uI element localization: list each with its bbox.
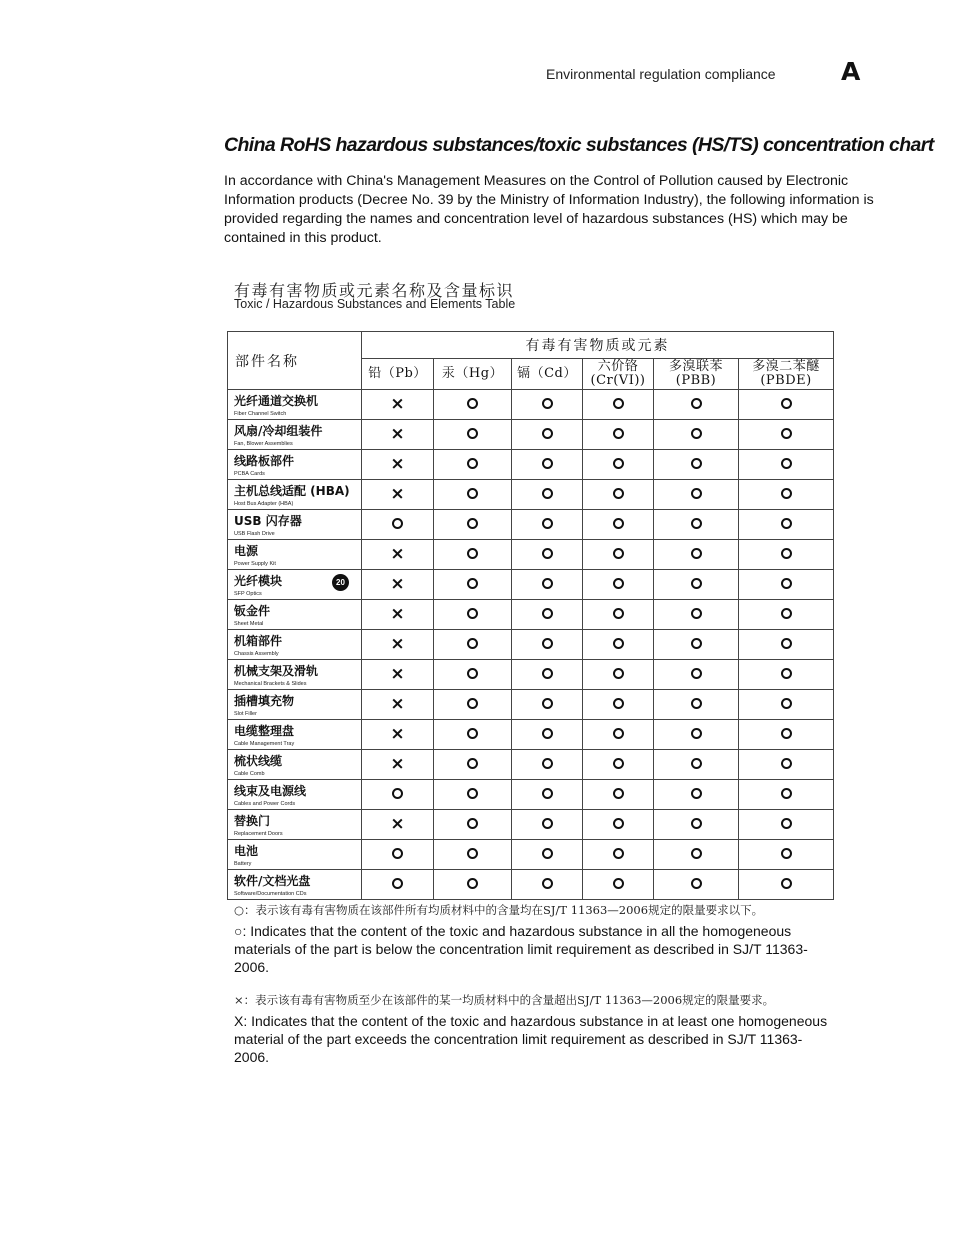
table-row xyxy=(228,720,834,750)
part-name-cell xyxy=(228,870,362,900)
part-name-en: PCBA Cards xyxy=(234,471,265,477)
circle-mark-icon xyxy=(392,788,403,799)
substance-mark-cell xyxy=(434,480,512,510)
circle-mark-icon xyxy=(392,848,403,859)
rohs-table xyxy=(227,331,834,900)
substance-mark-cell xyxy=(739,780,834,810)
cross-mark-icon: × xyxy=(390,664,405,684)
part-name-zh: 软件/文档光盘 xyxy=(234,874,311,888)
circle-mark-icon xyxy=(781,668,792,679)
cross-mark-icon: × xyxy=(390,754,405,774)
circle-mark-icon xyxy=(542,878,553,889)
circle-mark-icon xyxy=(542,728,553,739)
substance-mark-cell xyxy=(362,780,434,810)
substance-mark-cell xyxy=(583,660,654,690)
cross-note-zh: ×：表示该有毒有害物质至少在该部件的某一均质材料中的含量超出SJ/T 11363—2006规定的限量要求。 xyxy=(234,993,775,1007)
circle-mark-icon xyxy=(781,458,792,469)
circle-mark-icon xyxy=(691,578,702,589)
circle-mark-icon xyxy=(691,548,702,559)
substance-mark-cell xyxy=(654,630,739,660)
part-name-zh: 电池 xyxy=(234,844,259,858)
circle-mark-icon xyxy=(467,638,478,649)
substance-column-header: 汞（Hg） xyxy=(434,359,512,390)
circle-mark-icon xyxy=(613,578,624,589)
table-row xyxy=(228,660,834,690)
substance-mark-cell xyxy=(583,780,654,810)
substance-mark-cell xyxy=(739,630,834,660)
circle-mark-icon xyxy=(467,428,478,439)
circle-mark-icon xyxy=(392,518,403,529)
substance-mark-cell xyxy=(362,660,434,690)
part-name-zh: 插槽填充物 xyxy=(234,694,295,708)
part-name-cell xyxy=(228,390,362,420)
circle-mark-icon xyxy=(613,458,624,469)
circle-mark-icon xyxy=(542,788,553,799)
part-name-cell xyxy=(228,540,362,570)
substance-mark-cell xyxy=(583,630,654,660)
substance-mark-cell xyxy=(739,390,834,420)
substance-mark-cell xyxy=(654,600,739,630)
circle-mark-icon xyxy=(542,758,553,769)
circle-mark-icon xyxy=(781,878,792,889)
cross-mark-icon: × xyxy=(390,604,405,624)
substance-mark-cell xyxy=(512,420,583,450)
part-name-cell xyxy=(228,480,362,510)
circle-mark-icon xyxy=(467,398,478,409)
substance-mark-cell xyxy=(362,630,434,660)
cross-mark-icon: × xyxy=(390,694,405,714)
part-name-zh: 光纤通道交换机 xyxy=(234,394,319,408)
substance-mark-cell xyxy=(654,750,739,780)
part-name-zh: 电源 xyxy=(234,544,259,558)
circle-mark-icon xyxy=(542,698,553,709)
substance-mark-cell xyxy=(583,540,654,570)
substance-mark-cell xyxy=(739,720,834,750)
circle-mark-icon xyxy=(691,458,702,469)
table-row xyxy=(228,450,834,480)
substance-mark-cell xyxy=(512,450,583,480)
substance-mark-cell xyxy=(654,570,739,600)
circle-mark-icon xyxy=(781,848,792,859)
circle-mark-icon xyxy=(691,488,702,499)
table-row xyxy=(228,780,834,810)
circle-mark-icon xyxy=(467,608,478,619)
table-row xyxy=(228,810,834,840)
substance-mark-cell xyxy=(434,570,512,600)
part-name-cell xyxy=(228,510,362,540)
table-row xyxy=(228,390,834,420)
circle-mark-icon xyxy=(467,878,478,889)
substance-mark-cell xyxy=(434,750,512,780)
substance-mark-cell xyxy=(512,870,583,900)
substance-mark-cell xyxy=(362,480,434,510)
circle-mark-icon xyxy=(781,488,792,499)
part-name-cell xyxy=(228,720,362,750)
circle-mark-icon xyxy=(467,458,478,469)
part-name-en: Software/Documentation CDs xyxy=(234,891,307,897)
substance-mark-cell xyxy=(434,510,512,540)
circle-mark-icon xyxy=(467,788,478,799)
substance-mark-cell xyxy=(362,600,434,630)
circle-mark-icon xyxy=(467,668,478,679)
circle-mark-icon xyxy=(467,758,478,769)
part-name-en: Host Bus Adapter (HBA) xyxy=(234,501,294,507)
substance-mark-cell xyxy=(654,840,739,870)
substance-mark-cell xyxy=(583,390,654,420)
substance-mark-cell xyxy=(739,510,834,540)
circle-mark-icon xyxy=(613,788,624,799)
substance-mark-cell xyxy=(512,780,583,810)
substance-column-header: 镉（Cd） xyxy=(512,359,583,390)
circle-mark-icon xyxy=(467,818,478,829)
substance-mark-cell xyxy=(654,540,739,570)
circle-mark-icon xyxy=(781,758,792,769)
part-name-en: Chassis Assembly xyxy=(234,651,279,657)
circle-mark-icon xyxy=(613,728,624,739)
part-name-zh: 钣金件 xyxy=(234,604,271,618)
substance-mark-cell xyxy=(654,720,739,750)
circle-mark-icon xyxy=(613,878,624,889)
substance-mark-cell xyxy=(434,720,512,750)
substance-mark-cell xyxy=(654,510,739,540)
substance-mark-cell xyxy=(583,600,654,630)
substance-mark-cell xyxy=(362,750,434,780)
substance-mark-cell xyxy=(512,690,583,720)
circle-mark-icon xyxy=(691,518,702,529)
circle-mark-icon xyxy=(781,608,792,619)
substances-group-header: 有毒有害物质或元素 xyxy=(362,332,834,359)
table-row xyxy=(228,570,834,600)
circle-mark-icon xyxy=(542,398,553,409)
circle-mark-icon xyxy=(542,458,553,469)
circle-mark-icon xyxy=(613,548,624,559)
substance-mark-cell xyxy=(583,870,654,900)
substance-mark-cell xyxy=(739,840,834,870)
substance-mark-cell xyxy=(739,600,834,630)
substance-mark-cell xyxy=(434,870,512,900)
substance-mark-cell xyxy=(362,540,434,570)
substance-mark-cell xyxy=(654,420,739,450)
part-name-zh: 线束及电源线 xyxy=(234,784,307,798)
circle-mark-icon xyxy=(781,398,792,409)
substance-mark-cell xyxy=(512,720,583,750)
substance-mark-cell xyxy=(739,870,834,900)
part-name-en: USB Flash Drive xyxy=(234,531,275,537)
part-name-cell xyxy=(228,660,362,690)
circle-mark-icon xyxy=(542,668,553,679)
substance-mark-cell xyxy=(362,420,434,450)
part-name-cell xyxy=(228,690,362,720)
circle-mark-icon xyxy=(467,728,478,739)
substance-mark-cell xyxy=(739,750,834,780)
substance-mark-cell xyxy=(434,660,512,690)
substance-column-header: 多溴二苯醚 (PBDE) xyxy=(739,359,834,390)
substance-mark-cell xyxy=(362,390,434,420)
circle-mark-icon xyxy=(542,848,553,859)
circle-mark-icon xyxy=(542,818,553,829)
substance-mark-cell xyxy=(654,810,739,840)
part-name-en: Cable Comb xyxy=(234,771,265,777)
circle-mark-icon xyxy=(691,758,702,769)
circle-mark-icon xyxy=(691,698,702,709)
cross-note-en: X: Indicates that the content of the toxic and hazardous substance in at least one homogeneous material of the part exceeds the concentration limit requirement as described in SJ/T 11363-2006. xyxy=(234,1013,828,1065)
circle-mark-icon xyxy=(467,578,478,589)
substance-mark-cell xyxy=(434,630,512,660)
substance-mark-cell xyxy=(434,390,512,420)
cross-mark-icon: × xyxy=(390,634,405,654)
part-name-zh: 风扇/冷却组装件 xyxy=(234,424,323,438)
circle-mark-icon xyxy=(691,878,702,889)
cross-mark-icon: × xyxy=(390,424,405,444)
part-name-zh: 电缆整理盘 xyxy=(234,724,295,738)
part-name-en: Cables and Power Cords xyxy=(234,801,296,807)
substance-mark-cell xyxy=(362,870,434,900)
circle-mark-icon xyxy=(781,518,792,529)
substance-mark-cell xyxy=(654,780,739,810)
part-name-zh: 梳状线缆 xyxy=(234,754,283,768)
substance-mark-cell xyxy=(583,690,654,720)
part-name-zh: 机箱部件 xyxy=(234,634,283,648)
table-row xyxy=(228,750,834,780)
part-name-en: Battery xyxy=(234,861,252,867)
part-name-en: Fan, Blower Assemblies xyxy=(234,441,293,447)
part-name-en: Slot Filler xyxy=(234,711,257,717)
circle-mark-icon xyxy=(613,698,624,709)
substance-mark-cell xyxy=(512,660,583,690)
circle-mark-icon xyxy=(392,878,403,889)
part-name-zh: 机械支架及滑轨 xyxy=(234,664,319,678)
substance-mark-cell xyxy=(362,690,434,720)
table-title-zh: 有毒有害物质或元素名称及含量标识 xyxy=(234,281,515,300)
parts-column-header: 部件名称 xyxy=(228,332,362,390)
substance-mark-cell xyxy=(739,690,834,720)
substance-mark-cell xyxy=(739,660,834,690)
table-row xyxy=(228,840,834,870)
page-header-title: Environmental regulation compliance xyxy=(546,66,776,82)
part-name-en: Cable Management Tray xyxy=(234,741,295,747)
substance-mark-cell xyxy=(583,750,654,780)
substance-mark-cell xyxy=(739,540,834,570)
table-row xyxy=(228,600,834,630)
part-name-cell xyxy=(228,810,362,840)
part-name-cell xyxy=(228,420,362,450)
circle-mark-icon xyxy=(691,428,702,439)
appendix-letter: A xyxy=(841,57,861,86)
substance-mark-cell xyxy=(654,660,739,690)
part-name-cell xyxy=(228,450,362,480)
substance-mark-cell xyxy=(434,450,512,480)
substance-mark-cell xyxy=(512,510,583,540)
circle-mark-icon xyxy=(542,548,553,559)
circle-mark-icon xyxy=(781,788,792,799)
substance-mark-cell xyxy=(512,570,583,600)
substance-mark-cell xyxy=(583,480,654,510)
circle-mark-icon xyxy=(613,638,624,649)
substance-mark-cell xyxy=(362,840,434,870)
table-title-en: Toxic / Hazardous Substances and Elements Table xyxy=(234,297,516,311)
substance-mark-cell xyxy=(362,810,434,840)
cross-mark-icon: × xyxy=(390,814,405,834)
substance-mark-cell xyxy=(583,840,654,870)
substance-mark-cell xyxy=(434,780,512,810)
part-name-en: Power Supply Kit xyxy=(234,561,276,567)
circle-mark-icon xyxy=(781,548,792,559)
section-title: China RoHS hazardous substances/toxic substances (HS/TS) concentration chart xyxy=(224,134,934,156)
part-name-zh: 线路板部件 xyxy=(234,454,295,468)
substance-mark-cell xyxy=(512,750,583,780)
table-row xyxy=(228,540,834,570)
circle-mark-icon xyxy=(781,578,792,589)
circle-mark-icon xyxy=(691,788,702,799)
circle-mark-icon xyxy=(613,818,624,829)
part-name-zh: 替换门 xyxy=(234,814,271,828)
circle-mark-icon xyxy=(467,518,478,529)
circle-mark-icon xyxy=(613,518,624,529)
circle-mark-icon xyxy=(467,698,478,709)
part-name-en: SFP Optics xyxy=(234,591,262,597)
intro-paragraph: In accordance with China's Management Measures on the Control of Pollution caused by Electronic Information products (Decree No. 39 by the Ministry of Information Industry), the following information is provided regarding the names and concentration level of hazardous substances (HS) which may be contained in this product. xyxy=(224,173,874,246)
circle-mark-icon xyxy=(691,728,702,739)
circle-mark-icon xyxy=(542,428,553,439)
substance-mark-cell xyxy=(654,870,739,900)
substance-mark-cell xyxy=(739,450,834,480)
substance-mark-cell xyxy=(583,810,654,840)
circle-mark-icon xyxy=(781,698,792,709)
substance-column-header: 铅（Pb） xyxy=(362,359,434,390)
substance-mark-cell xyxy=(512,390,583,420)
part-name-cell xyxy=(228,630,362,660)
part-name-cell xyxy=(228,570,362,600)
circle-mark-icon xyxy=(467,548,478,559)
circle-mark-icon xyxy=(542,518,553,529)
substance-mark-cell xyxy=(434,600,512,630)
circle-note-en: ○: Indicates that the content of the toxic and hazardous substance in all the homogeneous materials of the part is below the concentration limit requirement as described in SJ/T 11363-2006. xyxy=(234,923,808,975)
substance-mark-cell xyxy=(362,450,434,480)
circle-mark-icon xyxy=(542,488,553,499)
circle-mark-icon xyxy=(613,488,624,499)
cross-mark-icon: × xyxy=(390,484,405,504)
part-name-en: Sheet Metal xyxy=(234,621,264,627)
substance-mark-cell xyxy=(434,690,512,720)
substance-mark-cell xyxy=(362,720,434,750)
circle-mark-icon xyxy=(467,848,478,859)
substance-mark-cell xyxy=(739,420,834,450)
table-row xyxy=(228,510,834,540)
circle-mark-icon xyxy=(781,428,792,439)
circle-mark-icon xyxy=(613,848,624,859)
circle-mark-icon xyxy=(613,428,624,439)
part-name-en: Replacement Doors xyxy=(234,831,283,837)
cross-mark-icon: × xyxy=(390,574,405,594)
cross-mark-icon: × xyxy=(390,724,405,744)
substance-mark-cell xyxy=(739,570,834,600)
circle-mark-icon xyxy=(542,638,553,649)
circle-mark-icon xyxy=(613,608,624,619)
circle-mark-icon xyxy=(781,728,792,739)
substance-mark-cell xyxy=(583,570,654,600)
substance-mark-cell xyxy=(512,630,583,660)
substance-mark-cell xyxy=(512,600,583,630)
substance-mark-cell xyxy=(739,810,834,840)
circle-mark-icon xyxy=(613,398,624,409)
substance-mark-cell xyxy=(362,510,434,540)
substance-column-header: 六价铬 (Cr(VI)) xyxy=(583,359,654,390)
circle-note-zh: ○：表示该有毒有害物质在该部件所有均质材料中的含量均在SJ/T 11363—2006规定的限量要求以下。 xyxy=(234,903,764,917)
circle-mark-icon xyxy=(613,758,624,769)
table-row xyxy=(228,480,834,510)
substance-mark-cell xyxy=(434,810,512,840)
substance-mark-cell xyxy=(434,420,512,450)
circle-mark-icon xyxy=(613,668,624,679)
substance-column-header: 多溴联苯 (PBB) xyxy=(654,359,739,390)
substance-mark-cell xyxy=(583,510,654,540)
table-row xyxy=(228,870,834,900)
part-name-cell xyxy=(228,750,362,780)
part-name-cell xyxy=(228,780,362,810)
circle-mark-icon xyxy=(542,578,553,589)
substance-mark-cell xyxy=(739,480,834,510)
substance-mark-cell xyxy=(434,840,512,870)
circle-mark-icon xyxy=(691,608,702,619)
circle-mark-icon xyxy=(467,488,478,499)
substance-mark-cell xyxy=(512,810,583,840)
part-name-cell xyxy=(228,600,362,630)
substance-mark-cell xyxy=(512,840,583,870)
substance-mark-cell xyxy=(362,570,434,600)
circle-mark-icon xyxy=(691,638,702,649)
circle-mark-icon xyxy=(691,398,702,409)
part-name-cell xyxy=(228,840,362,870)
part-name-zh: 光纤模块 xyxy=(234,574,283,588)
substance-mark-cell xyxy=(583,720,654,750)
substance-mark-cell xyxy=(583,420,654,450)
circle-mark-icon xyxy=(691,818,702,829)
substance-mark-cell xyxy=(654,390,739,420)
circle-mark-icon xyxy=(542,608,553,619)
environmental-period-badge: 20 xyxy=(332,574,349,591)
circle-mark-icon xyxy=(781,818,792,829)
substance-mark-cell xyxy=(654,450,739,480)
substance-mark-cell xyxy=(583,450,654,480)
circle-mark-icon xyxy=(691,668,702,679)
cross-mark-icon: × xyxy=(390,544,405,564)
substance-mark-cell xyxy=(654,690,739,720)
cross-mark-icon: × xyxy=(390,454,405,474)
part-name-zh: USB 闪存器 xyxy=(234,514,302,528)
circle-mark-icon xyxy=(691,848,702,859)
substance-mark-cell xyxy=(654,480,739,510)
part-name-zh: 主机总线适配 (HBA) xyxy=(234,484,350,498)
substance-mark-cell xyxy=(434,540,512,570)
part-name-en: Mechanical Brackets & Slides xyxy=(234,681,307,687)
table-row xyxy=(228,630,834,660)
table-row xyxy=(228,420,834,450)
circle-mark-icon xyxy=(781,638,792,649)
substance-mark-cell xyxy=(512,480,583,510)
cross-mark-icon: × xyxy=(390,394,405,414)
substance-mark-cell xyxy=(512,540,583,570)
part-name-en: Fiber Channel Switch xyxy=(234,411,287,417)
table-row xyxy=(228,690,834,720)
